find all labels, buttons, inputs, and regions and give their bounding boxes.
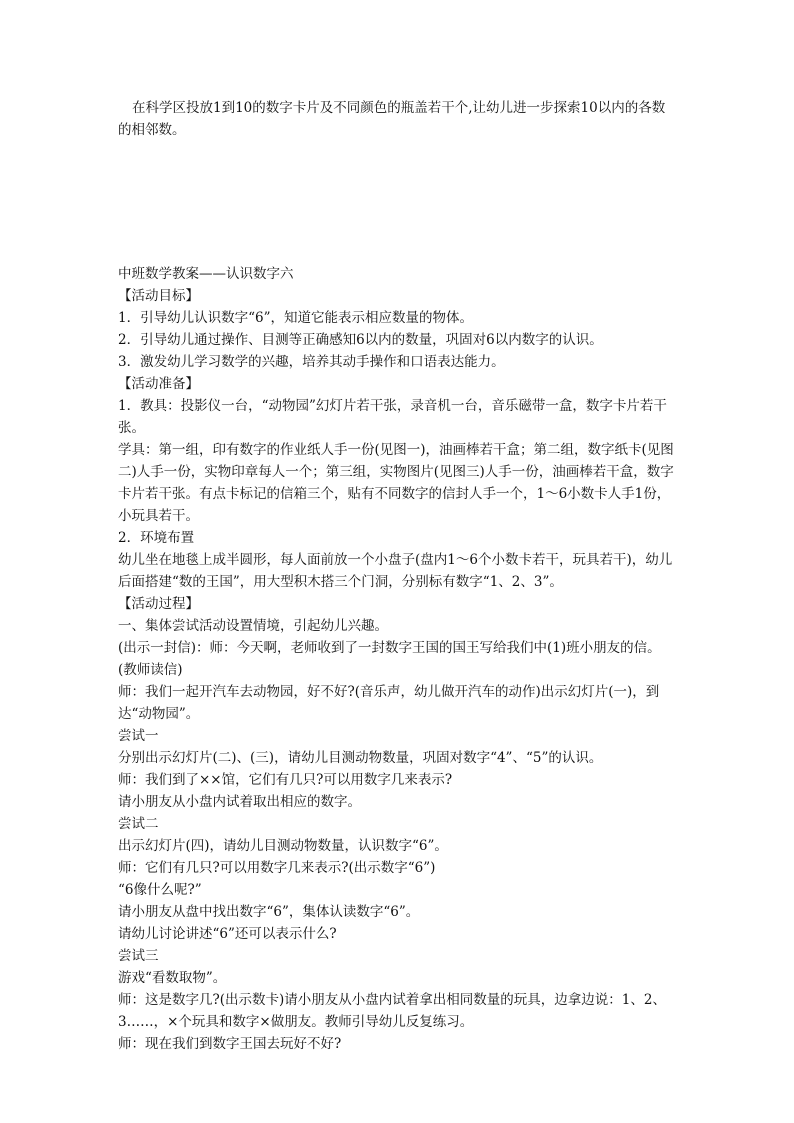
attempt-2-quote: “6像什么呢?” xyxy=(118,882,202,898)
attempt-3-closing: 师：现在我们到数字王国去玩好不好? xyxy=(118,1036,342,1052)
process-drive: 师：我们一起开汽车去动物园，好不好?(音乐声，幼儿做开汽车的动作)出示幻灯片(一)，到达“动物园”。 xyxy=(118,684,660,722)
attempt-3-text: 师：这是数字几?(出示数卡)请小朋友从小盘内试着拿出相同数量的玩具，边拿边说：1、2、3……，×个玩具和数字×做朋友。教师引导幼儿反复练习。 xyxy=(118,992,666,1030)
process-letter: (出示一封信)：师：今天啊，老师收到了一封数字王国的国王写给我们中(1)班小朋友的信。(教师读信) xyxy=(118,640,661,678)
section-heading-preparation: 【活动准备】 xyxy=(118,376,199,392)
prep-teaching-aids: 1．教具：投影仪一台，“动物园”幻灯片若干张，录音机一台，音乐磁带一盒，数字卡片若干张。 xyxy=(118,398,667,436)
attempt-1-heading: 尝试一 xyxy=(118,728,159,744)
plan-title: 中班数学教案——认识数字六 xyxy=(118,266,294,282)
prep-learning-aids: 学具：第一组，印有数字的作业纸人手一份(见图一)，油画棒若干盒；第二组，数字纸卡(见图二)人手一份，实物印章每人一个；第三组，实物图片(见图三)人手一份，油画棒若干盒，数字卡片若干张。有点卡标记的信箱三个，贴有不同数字的信封人手一个，1～6小数卡人手1份，小玩具若干。 xyxy=(118,442,674,524)
prep-environment-text: 幼儿坐在地毯上成半圆形，每人面前放一个小盘子(盘内1～6个小数卡若干，玩具若干)，幼儿后面搭建“数的王国”，用大型积木搭三个门洞，分别标有数字“1、2、3”。 xyxy=(118,552,673,590)
attempt-2-heading: 尝试二 xyxy=(118,816,159,832)
attempt-2-discussion: 请幼儿讨论讲述“6”还可以表示什么? xyxy=(118,926,337,942)
intro-section xyxy=(118,97,678,141)
prep-environment-heading: 2．环境布置 xyxy=(118,530,195,546)
intro-paragraph: 在科学区投放1到10的数字卡片及不同颜色的瓶盖若干个,让幼儿进一步探索10以内的各数的相邻数。 xyxy=(118,100,666,138)
attempt-2-text: 出示幻灯片(四)，请幼儿目测动物数量，认识数字“6”。 xyxy=(118,838,448,854)
attempt-3-game: 游戏“看数取物”。 xyxy=(118,970,227,986)
goal-item-2: 2．引导幼儿通过操作、目测等正确感知6以内的数量，巩固对6以内数字的认识。 xyxy=(118,332,603,348)
attempt-3-heading: 尝试三 xyxy=(118,948,159,964)
section-heading-goals: 【活动目标】 xyxy=(118,288,199,304)
process-step-1: 一、集体尝试活动设置情境，引起幼儿兴趣。 xyxy=(118,618,388,634)
attempt-2-question: 师：它们有几只?可以用数字几来表示?(出示数字“6”) xyxy=(118,860,436,876)
attempt-1-text: 分别出示幻灯片(二)、(三)，请幼儿目测动物数量，巩固对数字“4”、“5”的认识。 xyxy=(118,750,603,766)
goal-item-3: 3．激发幼儿学习数学的兴趣，培养其动手操作和口语表达能力。 xyxy=(118,354,505,370)
attempt-1-instruction: 请小朋友从小盘内试着取出相应的数字。 xyxy=(118,794,361,810)
goal-item-1: 1．引导幼儿认识数字“6”，知道它能表示相应数量的物体。 xyxy=(118,310,473,326)
section-heading-process: 【活动过程】 xyxy=(118,596,199,612)
attempt-1-question: 师：我们到了××馆，它们有几只?可以用数字几来表示? xyxy=(118,772,453,788)
attempt-2-instruction: 请小朋友从盘中找出数字“6”，集体认读数字“6”。 xyxy=(118,904,420,920)
lesson-plan xyxy=(118,263,678,1055)
